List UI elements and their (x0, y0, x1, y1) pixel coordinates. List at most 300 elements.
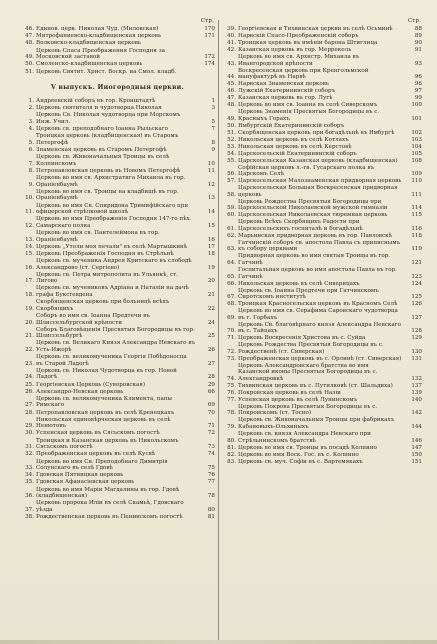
entry-number: 55. (227, 157, 236, 164)
entry-number: 1. (28, 98, 34, 105)
entry-number: 35. (25, 479, 34, 486)
entry-page-number: 115 (411, 212, 422, 219)
entry-number: 64. (227, 259, 236, 266)
toc-entry (222, 95, 422, 102)
entry-title: Петропавловская церковь въ Новомъ Петергофѣ (36, 167, 181, 174)
entry-title: Церковь во имя св. Пантелеймона въ гор. Ораніенбаумѣ (36, 229, 160, 243)
entry-title: Церковь св. Николая Чудотворца въ гор. Новой Ладогѣ (36, 367, 177, 381)
entry-page-number: 121 (411, 259, 422, 266)
entry-page-number: 129 (411, 335, 422, 342)
toc-entry (20, 40, 215, 47)
entry-page-number: 24 (207, 319, 215, 326)
toc-entry (20, 203, 215, 216)
entry-page-number: 66 (207, 388, 215, 395)
entry-number: 53. (227, 143, 236, 150)
toc-entry (20, 396, 215, 409)
entry-title: Царскосельская Большая Воскресенская придворная церковь (238, 185, 398, 198)
entry-number: 25. (25, 381, 34, 388)
toc-entry (20, 327, 215, 340)
entry-number: 12. (25, 222, 34, 229)
entry-page-number: 25 (207, 333, 215, 340)
entry-number: 74. (227, 375, 236, 382)
entry-number: 20. (25, 319, 34, 326)
entry-title: Петропавловская церковь въ селѣ Кренецкахъ (36, 409, 175, 416)
entry-number: 26. (25, 388, 34, 395)
entry-page-number: 20 (207, 278, 215, 285)
entry-title: Нарвская Знаменская церковь (238, 81, 329, 88)
entry-number: 9. (28, 181, 34, 188)
toc-entry (20, 313, 215, 326)
entry-title: Церковь во имя Маріи Магдалины въ гор. Гдовѣ (кладбищенская) (36, 486, 180, 500)
entry-title: Царскосельская Казанская церковь (кладбищенская) (238, 157, 398, 164)
entry-page-number: 7 (211, 126, 215, 133)
entry-page-number: 28 (207, 374, 215, 381)
entry-number: 76. (227, 389, 236, 396)
entry-number: 5. (28, 139, 34, 146)
toc-entry (20, 410, 215, 417)
entry-title: Церковь Всѣхъ Скорбящихъ Радости при Царскосельскихъ госпиталѣ и богадѣльнѣ (238, 219, 363, 232)
entry-title: Церковь „Утоли моя печали" въ селѣ Мартышкинѣ (36, 243, 188, 250)
entry-title: Казанская церковь въ гор. Мерреколь (238, 46, 352, 53)
entry-page-number: 5 (211, 119, 215, 125)
entry-title: Церковь во имя Св. Преподобнаго Димитрія Солунскаго въ селѣ Гдовѣ (36, 458, 168, 472)
entry-title: Единов. церк. Николая Чуд. (Миловская) (36, 26, 159, 32)
toc-entry (222, 33, 422, 40)
toc-entry (222, 390, 422, 397)
toc-entry (20, 133, 215, 146)
entry-title: Церковь Святит. Христ. Воскр. на Смол. кладб. (36, 68, 177, 75)
entry-number: 43. (227, 60, 236, 67)
entry-title: Церковь св. Живоначальныя Троицы при фабрикахъ Кабановыхъ-Ольхиныхъ (238, 417, 395, 431)
toc-entry (20, 168, 215, 175)
entry-number: 10. (25, 195, 34, 202)
entry-page-number: 126 (411, 301, 422, 308)
entry-page-number: 15 (207, 222, 215, 229)
entry-number: 66. (227, 280, 236, 287)
entry-title: Церковь св. преподобнаго Іоанна Рыльскаго (36, 126, 169, 133)
toc-entry (222, 199, 422, 212)
entry-page-number: 150 (411, 451, 422, 458)
entry-page-number: 78 (207, 493, 215, 500)
entry-page-number: 99 (414, 95, 422, 102)
toc-entry (20, 479, 215, 486)
toc-entry (20, 26, 215, 33)
entry-number: 38. (25, 513, 34, 520)
entry-number: 27. (25, 402, 34, 409)
toc-entry (222, 404, 422, 417)
entry-title: Соборъ во имя св. Іоанна Предтечи въ Шлиссельбургской крѣпости (36, 312, 150, 326)
entry-title: Александро-Невская церковь (36, 388, 124, 395)
entry-number: 14. (25, 243, 34, 250)
toc-entry (20, 216, 215, 229)
toc-entry (222, 417, 422, 430)
entry-number: 3. (28, 119, 34, 125)
entry-page-number: 13 (207, 195, 215, 202)
entry-page-number: 1 (211, 98, 215, 105)
entry-page-number: 104 (411, 143, 422, 150)
entry-title: Волковско-кладбищенская церковь (36, 40, 141, 47)
top-entry-list (20, 26, 215, 75)
column-divider (218, 20, 219, 642)
toc-entry (20, 272, 215, 285)
toc-entry (222, 144, 422, 151)
entry-title: Церковь Александровскаго братства во имя Казанской иконы Пресвятыя Богородицы въ с. Александровкѣ (238, 362, 378, 382)
entry-title: Соборъ Благовѣщенія Пресвятыя Богородицы въ гор. Шлиссельбургѣ (36, 326, 195, 340)
entry-page-number: 105 (411, 150, 422, 157)
entry-title: Церковь Знаменія Пресвятыя Богородицы въ с. Красныхъ Горахъ (238, 109, 380, 122)
entry-page-number: 77 (207, 479, 215, 486)
entry-title: Церковь пророка Иліи въ селѣ Скамьѣ, Гдовскаго уѣзда (36, 500, 184, 513)
toc-entry (222, 47, 422, 54)
entry-number: 46. (227, 88, 236, 95)
toc-entry (20, 105, 215, 112)
entry-title: Скорбященская церковь при больницѣ всѣхъ Скорбящихъ (36, 299, 170, 312)
entry-title: Троицкая Красносельская церковь въ Красномъ Селѣ (238, 301, 398, 308)
entry-number: 56. (227, 171, 236, 178)
entry-page-number: 123 (411, 273, 422, 280)
toc-entry (20, 33, 215, 40)
toc-entry (222, 158, 422, 165)
toc-entry (20, 251, 215, 258)
toc-entry (20, 382, 215, 389)
entry-number: 58. (227, 191, 236, 198)
entry-page-number: 139 (411, 389, 422, 396)
entry-title: Церковь во имя Преображенія Господня 147-го пѣх. Самарскаго полка (36, 216, 192, 229)
entry-page-number: 8 (211, 139, 215, 146)
bottom-edge (0, 640, 437, 644)
entry-page-number: 170 (204, 26, 215, 32)
entry-number: 48. (227, 102, 236, 109)
entry-number: 15. (25, 250, 34, 257)
entry-title: Церковь Покрова Пресвятыя Богородицы въ с. Покровскомъ (ст. Тосно) (238, 403, 378, 417)
entry-title: Митрофаниевско-кладбищенская церковь (36, 33, 161, 40)
entry-title: Георгіевская Церковь (Суворовская) (36, 381, 146, 388)
toc-entry (222, 431, 422, 444)
entry-page-number: 72 (207, 430, 215, 437)
toc-entry (20, 340, 215, 353)
entry-title: Успенская церковь въ Сясьскомъ погостѣ (36, 430, 160, 437)
entry-number: 61. (227, 225, 236, 232)
toc-entry (222, 151, 422, 158)
entry-number: 46. (25, 26, 34, 32)
entry-page-number: 119 (411, 246, 422, 253)
entry-number: 51. (25, 68, 34, 75)
entry-page-number: 118 (411, 232, 422, 239)
entry-number: 31. (25, 444, 34, 451)
entry-title: Преображенская церковь въ селѣ Кусвѣ (36, 451, 156, 458)
entry-number: 23. (25, 360, 34, 367)
entry-page-number: 73 (207, 444, 215, 451)
left-column (20, 18, 215, 630)
toc-entry (20, 61, 215, 68)
entry-page-number: 71 (207, 423, 215, 430)
entry-page-number: 18 (207, 250, 215, 257)
toc-entry (222, 445, 422, 452)
toc-entry (222, 335, 422, 342)
entry-page-number: 109 (411, 171, 422, 178)
entry-page-number: 27 (207, 360, 215, 367)
entry-page-number: 147 (411, 444, 422, 451)
toc-entry (20, 417, 215, 430)
entry-title: Церковь во имя св. Архистр. Михаила въ Ивангородской крѣпости (238, 53, 360, 67)
entry-number: 30. (25, 430, 34, 437)
entry-title: Церковь св. Живоначальныя Троицы въ селѣ Колпинскомъ (36, 154, 170, 167)
toc-entry (20, 368, 215, 381)
entry-number: 18. (25, 292, 34, 299)
entry-number: 16. (25, 264, 34, 271)
entry-number: 33. (25, 465, 34, 472)
entry-number: 71. (227, 335, 236, 342)
entry-page-number: 81 (207, 513, 215, 520)
entry-number: 67. (227, 294, 236, 301)
entry-number: 51. (227, 129, 236, 136)
entry-number: 48. (25, 40, 34, 47)
entry-title: Царскосельская Малознаменская придворная церковь (238, 178, 402, 185)
entry-page-number: 140 (411, 396, 422, 403)
entry-number: 62. (227, 232, 236, 239)
entry-number: 37. (25, 506, 34, 513)
entry-title: Троицкая церковь въ имѣніи барона Штиглица (238, 39, 378, 46)
toc-entry (222, 219, 422, 232)
entry-title: Гдовская Афанасіевская церковь (36, 479, 135, 486)
entry-page-number: 174 (204, 61, 215, 68)
entry-page-number: 110 (411, 178, 422, 185)
entry-page-number: 29 (207, 381, 215, 388)
toc-entry (222, 68, 422, 81)
entry-number: 21. (25, 333, 34, 340)
toc-entry (222, 212, 422, 219)
entry-page-number: 16 (207, 236, 215, 243)
entry-number: 82. (227, 451, 236, 458)
entry-title: Церковь св. Петра митрополита въ Ульянкѣ, ст. Лигово (36, 271, 178, 285)
entry-number: 11. (25, 209, 34, 216)
entry-title: Церковь во имя св. Іоанна въ селѣ Сиверскомъ (238, 102, 378, 109)
entry-number: 49. (227, 115, 236, 122)
entry-number: 52. (227, 136, 236, 143)
entry-page-number: 125 (411, 294, 422, 301)
entry-title: Церковь Св. Николая чудотворца при Морскомъ Инж. Учил. (36, 112, 181, 125)
entry-title: Церковь св. Іоанна Предтечи при Гатчинскомъ Сиротскомъ институтѣ (238, 287, 379, 301)
toc-entry (222, 233, 422, 240)
entry-page-number: 3 (211, 105, 215, 112)
entry-number: 17. (25, 278, 34, 285)
entry-title: Церковь св. мучениковъ Адріана и Наталіи на дачѣ графа Буксгевдена (36, 285, 189, 299)
toc-entry (222, 130, 422, 137)
entry-page-number: 97 (414, 88, 422, 95)
entry-page-number: 75 (207, 465, 215, 472)
entry-title: Троицкая церковь (кладбищенская) въ Старомъ Петергофѣ (36, 133, 179, 146)
entry-page-number: 74 (207, 451, 215, 458)
entry-number: 63. (227, 246, 236, 253)
entry-title: Тихвинская церковь въ с. Путилковѣ (ст. Шальдиха) (238, 382, 393, 389)
toc-entry (222, 81, 422, 88)
toc-entry (222, 397, 422, 404)
entry-page-number: 70 (207, 409, 215, 416)
entry-title: Скорбященская церковь при богадѣльнѣ въ Ямбургѣ (238, 129, 395, 136)
toc-entry (20, 438, 215, 451)
toc-entry (222, 301, 422, 308)
entry-page-number: 144 (411, 424, 422, 431)
page-column-header: Стр. (407, 18, 421, 24)
toc-entry (222, 26, 422, 33)
entry-number: 65. (227, 273, 236, 280)
entry-number: 83. (227, 458, 236, 465)
entry-number: 44. (227, 74, 236, 81)
toc-entry (20, 48, 215, 61)
entry-page-number: 142 (411, 410, 422, 417)
entry-title: Покровская церковь въ селѣ Назіи (238, 389, 341, 396)
entry-page-number: 101 (411, 115, 422, 122)
entry-number: 81. (227, 444, 236, 451)
toc-entry (222, 322, 422, 335)
entry-number: 22. (25, 346, 34, 353)
toc-entry (222, 102, 422, 109)
entry-number: 41. (227, 39, 236, 46)
entry-number: 50. (227, 122, 236, 129)
toc-entry (20, 430, 215, 437)
entry-number: 19. (25, 305, 34, 312)
entry-number: 42. (227, 46, 236, 53)
entry-number: 2. (28, 105, 34, 112)
entry-page-number: 26 (207, 346, 215, 353)
entry-title: Никольская церковь въ селѣ Керстовѣ (238, 143, 352, 150)
toc-entry (222, 109, 422, 122)
entry-page-number: 151 (411, 458, 422, 465)
entry-number: 69. (227, 314, 236, 321)
entry-number: 75. (227, 382, 236, 389)
entry-title: Смоленско-кладбищенская церковь (36, 61, 143, 68)
entry-number: 59. (227, 205, 236, 212)
entry-number: 78. (227, 410, 236, 417)
entry-number: 45. (227, 81, 236, 88)
entry-number: 40. (227, 32, 236, 39)
toc-entry (20, 451, 215, 458)
entry-title: Церковь во имя св. Троицы на кладбищѣ въ гор. Ораніенбаумѣ (36, 188, 179, 202)
entry-number: 39. (227, 26, 236, 32)
entry-title: Церковь св. Великаго Князя Александра Невскаго въ Усть-Ижорѣ (36, 340, 196, 353)
entry-page-number: 171 (204, 33, 215, 40)
entry-page-number: 116 (411, 225, 422, 232)
entry-title: Успенская церковь въ селѣ Лунинскомъ (238, 396, 358, 403)
toc-entry (222, 185, 422, 198)
toc-entry (20, 189, 215, 202)
entry-title: Церковь Преображенія Господня въ Стрѣльнѣ (36, 250, 174, 257)
toc-entry (222, 308, 422, 321)
entry-page-number: 124 (411, 280, 422, 287)
toc-entry (222, 383, 422, 390)
entry-number: 49. (25, 54, 34, 61)
entry-title: Ямбургскій Екатерининскій соборъ (238, 122, 345, 129)
toc-entry (20, 147, 215, 154)
toc-entry (20, 299, 215, 312)
entry-page-number: 69 (207, 402, 215, 409)
entry-page-number: 127 (411, 314, 422, 321)
entry-title: Церковь Св. благовѣрнаго князя Александра Невскаго въ с. Тайцахъ (238, 321, 402, 335)
entry-title: Церковь во имя св. Архистратига Михаила въ гор. Ораніенбаумѣ (36, 175, 186, 188)
entry-page-number: 93 (414, 60, 422, 67)
page-column-header: Стр. (200, 18, 214, 24)
entry-title: Воскресенская церковь при Кренгольмской мануфактурѣ въ Нарвѣ (238, 67, 369, 81)
entry-title: Церковь св. мученика Андрея Критскаго въ слободѣ Александрово (ст. Сергіево) (36, 257, 192, 271)
toc-entry (20, 487, 215, 500)
entry-page-number: 17 (207, 243, 215, 250)
entry-title: Андреевскій соборъ въ гор. Кронштадтѣ (36, 98, 156, 105)
entry-number: 28. (25, 409, 34, 416)
entry-page-number: 111 (411, 191, 422, 198)
toc-entry (20, 389, 215, 396)
entry-number: 36. (25, 493, 34, 500)
toc-entry (20, 98, 215, 105)
entry-number: 80. (227, 437, 236, 444)
entry-title: Преображенская церковь въ с. Орлинѣ (ст. Сиверская) (238, 355, 402, 362)
entry-number: 29. (25, 423, 34, 430)
entry-number: 73. (227, 355, 236, 362)
entry-number: 47. (25, 33, 34, 40)
entry-page-number: 89 (414, 32, 422, 39)
entry-page-number: 90 (414, 39, 422, 46)
entry-title: Церковь во имя св. Троицы въ посадѣ Колпино (238, 444, 377, 451)
entry-number: 24. (25, 374, 34, 381)
toc-entry (20, 126, 215, 133)
entry-number: 70. (227, 328, 236, 335)
toc-entry (222, 178, 422, 185)
toc-entry (20, 230, 215, 243)
toc-entry (222, 363, 422, 383)
entry-page-number: 114 (411, 205, 422, 212)
entry-title: Церковь св. великомученика Георгія Побѣдоносца въ Старой Ладогѣ (36, 354, 187, 367)
entry-number: 50. (25, 61, 34, 68)
entry-page-number: 100 (411, 102, 422, 109)
entry-page-number: 131 (411, 355, 422, 362)
toc-entry (222, 54, 422, 67)
toc-entry (222, 342, 422, 355)
entry-page-number: 11 (207, 167, 215, 174)
entry-title: Никольская единовѣрческая церковь въ селѣ Ненютовъ (36, 416, 171, 430)
entry-page-number: 172 (204, 54, 215, 61)
entry-number: 4. (28, 126, 34, 133)
toc-entry (222, 253, 422, 266)
entry-number: 32. (25, 451, 34, 458)
entry-title: Церковь Спаса Преображения Господня за Московской заставой (36, 47, 166, 61)
entry-page-number: 130 (411, 348, 422, 355)
entry-page-number: 103 (411, 136, 422, 143)
toc-entry (20, 472, 215, 479)
toc-entry (222, 137, 422, 144)
entry-title: Георгіевская и Тихвинская церкви въ селѣ Осьминѣ (238, 26, 393, 32)
entry-number: 79. (227, 424, 236, 431)
entry-page-number: 137 (411, 382, 422, 389)
toc-entry (20, 514, 215, 521)
toc-entry (222, 88, 422, 95)
entry-title: Церковь св. князя Александра Невскаго при Стрѣльнинскомъ братствѣ (238, 431, 371, 444)
entry-page-number: 96 (414, 81, 422, 88)
entry-title: Церковь святителя и чудотворца Николая (36, 105, 162, 112)
entry-title: Придворная церковь во имя святыя Троицы въ гор. Гатчинѣ (238, 253, 391, 266)
entry-title: Марьинская придворная церковь въ гор. Павловскѣ (238, 232, 393, 239)
entry-page-number: 132 (411, 375, 422, 382)
section-heading: V выпускъ. Иногородныя церкви. (50, 84, 185, 92)
entry-page-number: 88 (414, 26, 422, 32)
toc-entry (20, 244, 215, 251)
entry-page-number: 80 (207, 506, 215, 513)
entry-title: Церковь св. муч. Софіи въ с. Вартемякахъ (238, 458, 363, 465)
entry-number: 13. (25, 236, 34, 243)
entry-title: Никольская церковь въ селѣ Котлахъ (238, 136, 349, 143)
entry-list (20, 98, 215, 520)
entry-title: Церковь во имя Св. Спиридона Тримифійскаго при офицерской стрѣлковой школѣ (36, 202, 189, 216)
entry-title: Нарвскій Спасо-Преображенскій соборъ (238, 32, 359, 39)
entry-title: Троицкая и Казанская церковь въ Никольскомъ Сясьскомъ погостѣ (36, 437, 179, 451)
